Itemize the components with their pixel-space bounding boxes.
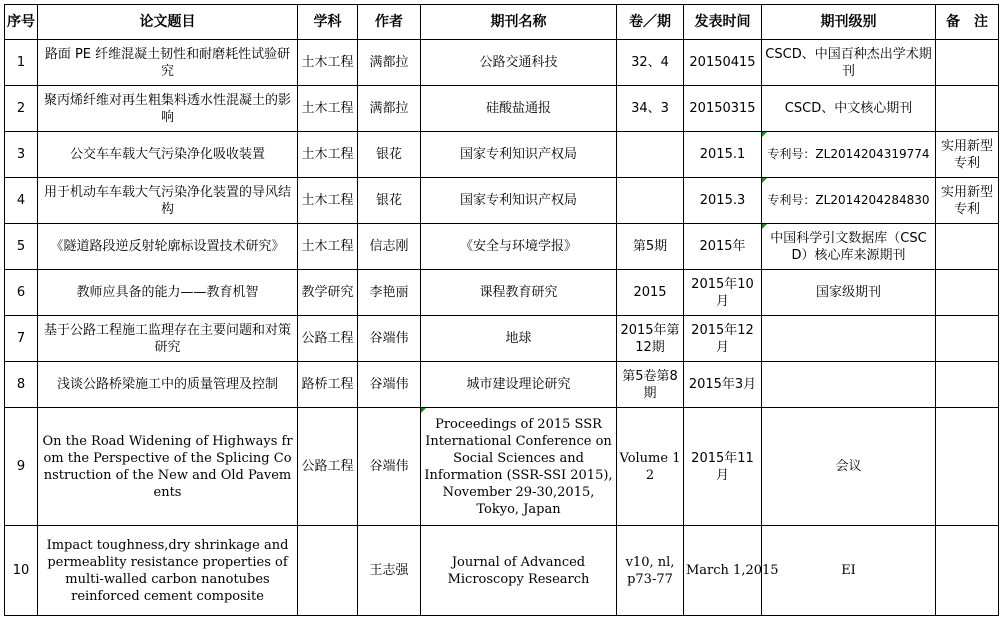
cell-title[interactable]: On the Road Widening of Highways from the Perspective of the Splicing Construction of the New and Old Pavements bbox=[38, 408, 298, 526]
header-note[interactable]: 备 注 bbox=[936, 5, 999, 40]
cell-note[interactable] bbox=[936, 86, 999, 132]
cell-note[interactable] bbox=[936, 40, 999, 86]
cell-journal[interactable]: Proceedings of 2015 SSR International Conference on Social Sciences and Information (SSR-SSI 2015), November 29-30,2015, Tokyo, Japan bbox=[421, 408, 617, 526]
cell-no[interactable]: 6 bbox=[5, 270, 38, 316]
cell-subject[interactable] bbox=[298, 526, 358, 616]
cell-level[interactable]: CSCD、中文核心期刊 bbox=[762, 86, 936, 132]
cell-no[interactable]: 7 bbox=[5, 316, 38, 362]
cell-level[interactable]: EI bbox=[762, 526, 936, 616]
cell-title[interactable]: 浅谈公路桥梁施工中的质量管理及控制 bbox=[38, 362, 298, 408]
cell-no[interactable]: 3 bbox=[5, 132, 38, 178]
cell-subject[interactable]: 公路工程 bbox=[298, 408, 358, 526]
cell-title[interactable]: 公交车车载大气污染净化吸收装置 bbox=[38, 132, 298, 178]
cell-journal[interactable]: 地球 bbox=[421, 316, 617, 362]
header-level[interactable]: 期刊级别 bbox=[762, 5, 936, 40]
cell-date[interactable]: March 1,2015 bbox=[684, 526, 762, 616]
cell-date[interactable]: 2015.1 bbox=[684, 132, 762, 178]
cell-note[interactable] bbox=[936, 526, 999, 616]
table-row bbox=[5, 362, 999, 408]
cell-volume[interactable] bbox=[617, 132, 684, 178]
table-row bbox=[5, 270, 999, 316]
table-row bbox=[5, 316, 999, 362]
cell-author[interactable]: 满都拉 bbox=[358, 86, 421, 132]
header-author[interactable]: 作者 bbox=[358, 5, 421, 40]
cell-volume[interactable]: v10, nl, p73-77 bbox=[617, 526, 684, 616]
header-journal[interactable]: 期刊名称 bbox=[421, 5, 617, 40]
cell-author[interactable]: 银花 bbox=[358, 178, 421, 224]
cell-journal[interactable]: 课程教育研究 bbox=[421, 270, 617, 316]
cell-subject[interactable]: 路桥工程 bbox=[298, 362, 358, 408]
table-row bbox=[5, 526, 999, 616]
cell-journal[interactable]: Journal of Advanced Microscopy Research bbox=[421, 526, 617, 616]
cell-no[interactable]: 4 bbox=[5, 178, 38, 224]
cell-volume[interactable]: 第5期 bbox=[617, 224, 684, 270]
cell-volume[interactable] bbox=[617, 178, 684, 224]
cell-date[interactable]: 2015.3 bbox=[684, 178, 762, 224]
cell-note[interactable] bbox=[936, 362, 999, 408]
cell-note[interactable] bbox=[936, 224, 999, 270]
cell-subject[interactable]: 土木工程 bbox=[298, 224, 358, 270]
cell-no[interactable]: 1 bbox=[5, 40, 38, 86]
cell-level[interactable]: 中国科学引文数据库（CSCD）核心库来源期刊 bbox=[762, 224, 936, 270]
cell-volume[interactable]: 第5卷第8期 bbox=[617, 362, 684, 408]
table-row bbox=[5, 408, 999, 526]
cell-date[interactable]: 20150315 bbox=[684, 86, 762, 132]
cell-no[interactable]: 5 bbox=[5, 224, 38, 270]
cell-note[interactable]: 实用新型专利 bbox=[936, 178, 999, 224]
table-row bbox=[5, 224, 999, 270]
header-title[interactable]: 论文题目 bbox=[38, 5, 298, 40]
cell-level[interactable]: 会议 bbox=[762, 408, 936, 526]
cell-author[interactable]: 谷端伟 bbox=[358, 316, 421, 362]
cell-no[interactable]: 8 bbox=[5, 362, 38, 408]
cell-subject[interactable]: 土木工程 bbox=[298, 132, 358, 178]
cell-title[interactable]: 《隧道路段逆反射轮廓标设置技术研究》 bbox=[38, 224, 298, 270]
cell-volume[interactable]: 32、4 bbox=[617, 40, 684, 86]
cell-note[interactable] bbox=[936, 316, 999, 362]
header-no[interactable]: 序号 bbox=[5, 5, 38, 40]
cell-author[interactable]: 谷端伟 bbox=[358, 362, 421, 408]
cell-date[interactable]: 20150415 bbox=[684, 40, 762, 86]
cell-note[interactable]: 实用新型专利 bbox=[936, 132, 999, 178]
cell-volume[interactable]: 2015年第12期 bbox=[617, 316, 684, 362]
cell-no[interactable]: 9 bbox=[5, 408, 38, 526]
header-row bbox=[5, 5, 999, 40]
table-row bbox=[5, 178, 999, 224]
cell-subject[interactable]: 土木工程 bbox=[298, 178, 358, 224]
cell-author[interactable]: 满都拉 bbox=[358, 40, 421, 86]
cell-level[interactable]: CSCD、中国百种杰出学术期刊 bbox=[762, 40, 936, 86]
header-date[interactable]: 发表时间 bbox=[684, 5, 762, 40]
cell-subject[interactable]: 教学研究 bbox=[298, 270, 358, 316]
cell-date[interactable]: 2015年12月 bbox=[684, 316, 762, 362]
table-row bbox=[5, 132, 999, 178]
cell-level[interactable]: 专利号：ZL2014204319774 bbox=[762, 132, 936, 178]
cell-volume[interactable]: 2015 bbox=[617, 270, 684, 316]
cell-journal[interactable]: 公路交通科技 bbox=[421, 40, 617, 86]
cell-author[interactable]: 银花 bbox=[358, 132, 421, 178]
cell-subject[interactable]: 公路工程 bbox=[298, 316, 358, 362]
cell-date[interactable]: 2015年11月 bbox=[684, 408, 762, 526]
cell-subject[interactable]: 土木工程 bbox=[298, 40, 358, 86]
cell-author[interactable]: 信志刚 bbox=[358, 224, 421, 270]
cell-title[interactable]: 用于机动车车载大气污染净化装置的导风结构 bbox=[38, 178, 298, 224]
cell-note[interactable] bbox=[936, 270, 999, 316]
cell-title[interactable]: 路面 PE 纤维混凝土韧性和耐磨耗性试验研究 bbox=[38, 40, 298, 86]
header-volume[interactable]: 卷／期 bbox=[617, 5, 684, 40]
cell-no[interactable]: 2 bbox=[5, 86, 38, 132]
cell-volume[interactable]: Volume 12 bbox=[617, 408, 684, 526]
table-row bbox=[5, 40, 999, 86]
cell-level[interactable] bbox=[762, 316, 936, 362]
cell-journal[interactable]: 国家专利知识产权局 bbox=[421, 178, 617, 224]
cell-author[interactable]: 李艳丽 bbox=[358, 270, 421, 316]
cell-author[interactable]: 谷端伟 bbox=[358, 408, 421, 526]
cell-subject[interactable]: 土木工程 bbox=[298, 86, 358, 132]
cell-date[interactable]: 2015年10月 bbox=[684, 270, 762, 316]
cell-title[interactable]: Impact toughness,dry shrinkage and permeablity resistance properties of multi-walled carbon nanotubes reinforced cement composite bbox=[38, 526, 298, 616]
cell-volume[interactable]: 34、3 bbox=[617, 86, 684, 132]
cell-journal[interactable]: 硅酸盐通报 bbox=[421, 86, 617, 132]
cell-level[interactable]: 国家级期刊 bbox=[762, 270, 936, 316]
cell-journal[interactable]: 《安全与环境学报》 bbox=[421, 224, 617, 270]
cell-author[interactable]: 王志强 bbox=[358, 526, 421, 616]
cell-level[interactable]: 专利号：ZL2014204284830 bbox=[762, 178, 936, 224]
cell-title[interactable]: 聚丙烯纤维对再生粗集料透水性混凝土的影响 bbox=[38, 86, 298, 132]
cell-title[interactable]: 基于公路工程施工监理存在主要问题和对策研究 bbox=[38, 316, 298, 362]
cell-title[interactable]: 教师应具备的能力——教育机智 bbox=[38, 270, 298, 316]
cell-date[interactable]: 2015年3月 bbox=[684, 362, 762, 408]
cell-level[interactable] bbox=[762, 362, 936, 408]
cell-note[interactable] bbox=[936, 408, 999, 526]
cell-date[interactable]: 2015年 bbox=[684, 224, 762, 270]
cell-no[interactable]: 10 bbox=[5, 526, 38, 616]
papers-table bbox=[4, 4, 999, 616]
header-subject[interactable]: 学科 bbox=[298, 5, 358, 40]
cell-journal[interactable]: 城市建设理论研究 bbox=[421, 362, 617, 408]
table-row bbox=[5, 86, 999, 132]
cell-journal[interactable]: 国家专利知识产权局 bbox=[421, 132, 617, 178]
